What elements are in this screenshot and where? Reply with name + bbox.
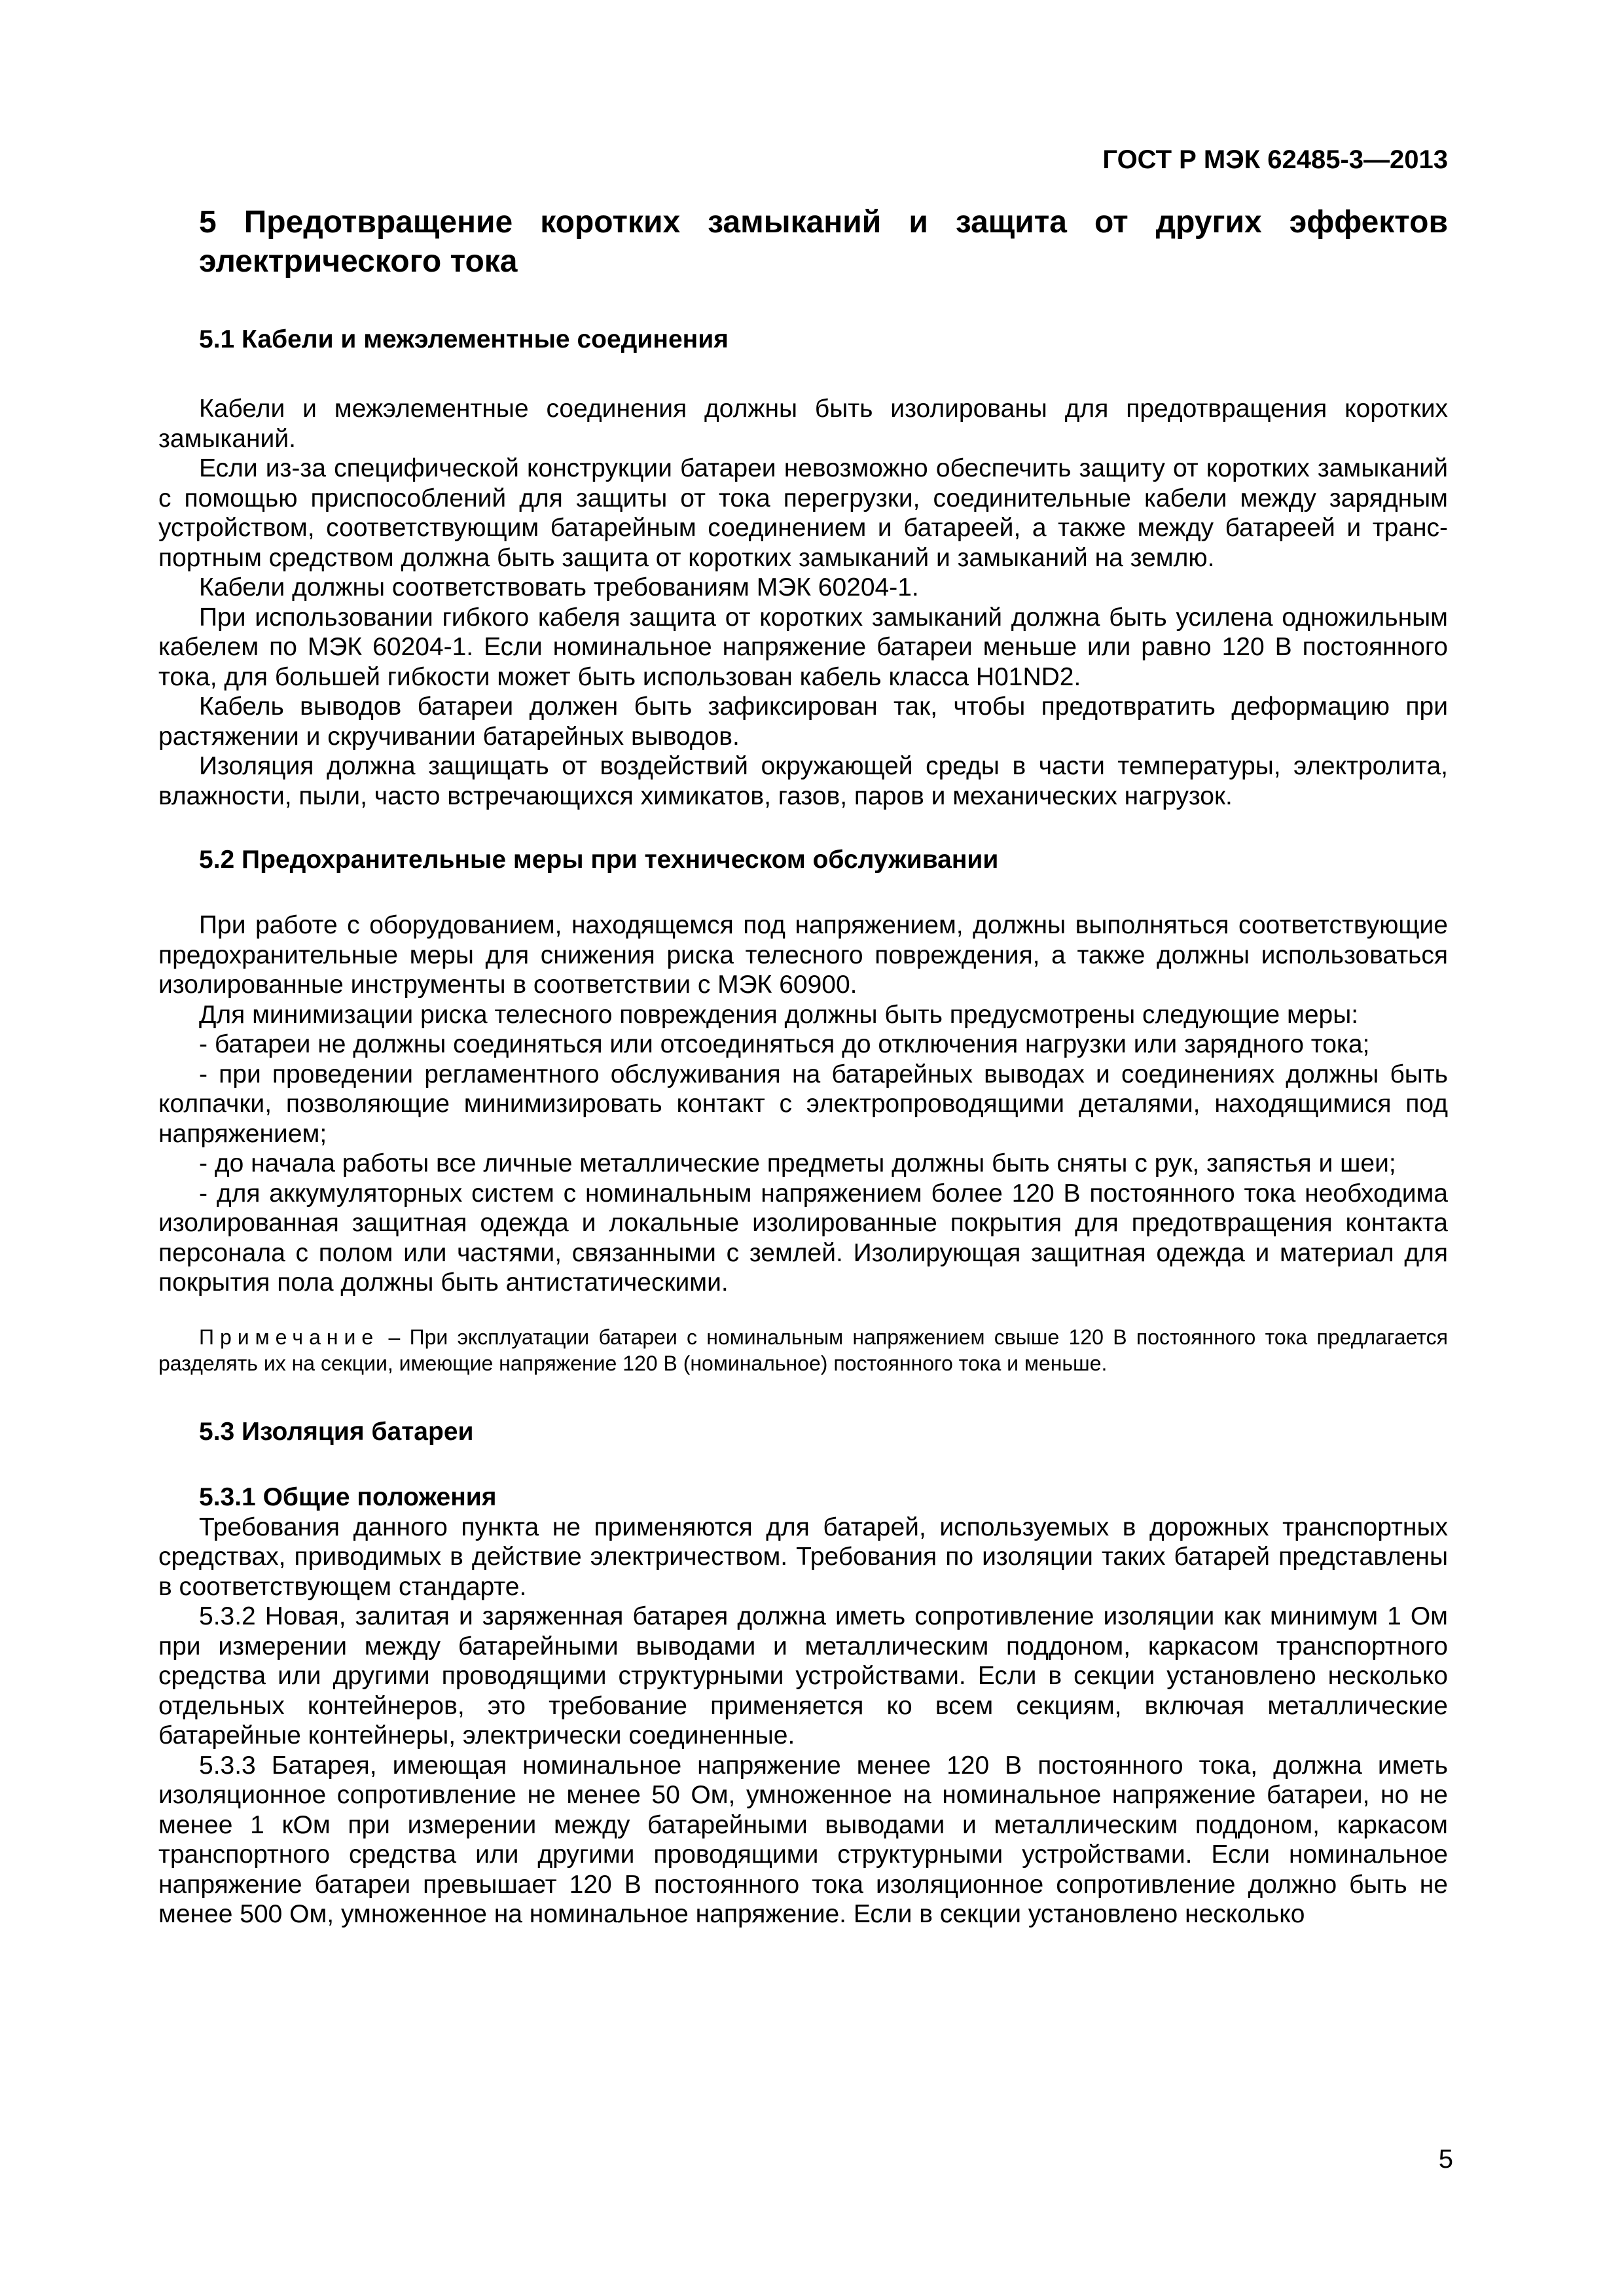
section-5-1-body [158, 394, 1448, 811]
list-item: - для аккумуляторных систем с номинальным напряжением более 120 В постоянного тока необходима изолированная защитная одежда и локальные изолированные покрытия для предотвращения контакта персонала с полом или частями, связанными с землей. Изолирующая защитная одежда и материал для покрытия пола должны быть антистатическими. [158, 1179, 1448, 1297]
paragraph: Если из-за специфической конструкции батареи невозможно обеспечить защиту от коротких замыканий с помощью приспособлений для защиты от тока перегрузки, соединительные кабели между зарядным устройством, соответствующим батарейным соединением и батареей, а также между батареей и транс-портным средством должна быть защита от коротких замыканий и замыканий на землю. [158, 454, 1448, 572]
paragraph: Кабели должны соответствовать требованиям МЭК 60204-1. [199, 573, 919, 601]
paragraph: При использовании гибкого кабеля защита от коротких замыканий должна быть усилена одножильным кабелем по МЭК 60204-1. Если номинальное напряжение батареи меньше или равно 120 В постоянного тока, для большей гибкости может быть использован кабель класса H01ND2. [158, 603, 1448, 691]
list-item: - батареи не должны соединяться или отсоединяться до отключения нагрузки или зарядного тока; [199, 1030, 1370, 1058]
list-item: - при проведении регламентного обслуживания на батарейных выводах и соединениях должны быть колпачки, позволяющие минимизировать контакт с электропроводящими деталями, находящимися под напряжением; [158, 1060, 1448, 1148]
chapter-title: 5 Предотвращение коротких замыканий и защита от других эффектов электрического тока [199, 205, 1448, 279]
standard-designation: ГОСТ Р МЭК 62485-3—2013 [1102, 145, 1448, 174]
paragraph: Для минимизации риска телесного повреждения должны быть предусмотрены следующие меры: [199, 1000, 1359, 1029]
paragraph: Кабели и межэлементные соединения должны быть изолированы для предотвращения коротких замыканий. [158, 395, 1448, 453]
paragraph: 5.3.2 Новая, залитая и заряженная батарея должна иметь сопротивление изоляции как минимум 1 Ом при измерении между батарейными выводами и металлическим поддоном, каркасом транспортного средства или другими проводящими структурными устройствами. Если в секции установлено несколько отдельных контейнеров, это требование применяется ко всем секциям, включая металлические батарейные контейнеры, электрически соединенные. [158, 1602, 1448, 1749]
paragraph: При работе с оборудованием, находящемся под напряжением, должны выполняться соответствующие предохранительные меры для снижения риска телесного повреждения, а также должны использоваться изолированные инструменты в соответствии с МЭК 60900. [158, 911, 1448, 999]
note-text: – При эксплуатации батареи с номинальным напряжением свыше 120 В постоянного тока предлагается разделять их на секции, имеющие напряжение 120 В (номинальное) постоянного тока и меньше. [158, 1325, 1449, 1375]
note-label: Примечание [199, 1325, 380, 1349]
page-number: 5 [1438, 2145, 1453, 2174]
subsection-5-3-1-title: 5.3.1 Общие положения [199, 1482, 497, 1511]
paragraph: Требования данного пункта не применяются для батарей, используемых в дорожных транспортных средствах, приводимых в действие электричеством. Требования по изоляции таких батарей представлены в соответствующем стандарте. [158, 1513, 1448, 1601]
section-5-1-title: 5.1 Кабели и межэлементные соединения [199, 325, 729, 353]
list-item: - до начала работы все личные металлические предметы должны быть сняты с рук, запястья и шеи; [199, 1149, 1396, 1177]
section-5-3-title: 5.3 Изоляция батареи [199, 1417, 474, 1446]
paragraph: Изоляция должна защищать от воздействий окружающей среды в части температуры, электролита, влажности, пыли, часто встречающихся химикатов, газов, паров и механических нагрузок. [158, 752, 1448, 810]
section-5-2-body [158, 910, 1448, 1376]
paragraph: 5.3.3 Батарея, имеющая номинальное напряжение менее 120 В постоянного тока, должна иметь изоляционное сопротивление не менее 50 Ом, умноженное на номинальное напряжение батареи, но не менее 1 кОм при измерении между батарейными выводами и металлическим поддоном, каркасом транспортного средства или другими проводящими структурными устройствами. Если номинальное напряжение батареи превышает 120 В постоянного тока изоляционное сопротивление должно быть не менее 500 Ом, умноженное на номинальное напряжение. Если в секции установлено несколько [158, 1751, 1448, 1928]
page-content [158, 144, 1448, 1929]
paragraph: Кабель выводов батареи должен быть зафиксирован так, чтобы предотвратить деформацию при растяжении и скручивании батарейных выводов. [158, 692, 1448, 751]
note [158, 1324, 1448, 1376]
section-5-3-body [158, 1513, 1448, 1929]
section-5-2-title: 5.2 Предохранительные меры при техническом обслуживании [199, 846, 999, 874]
